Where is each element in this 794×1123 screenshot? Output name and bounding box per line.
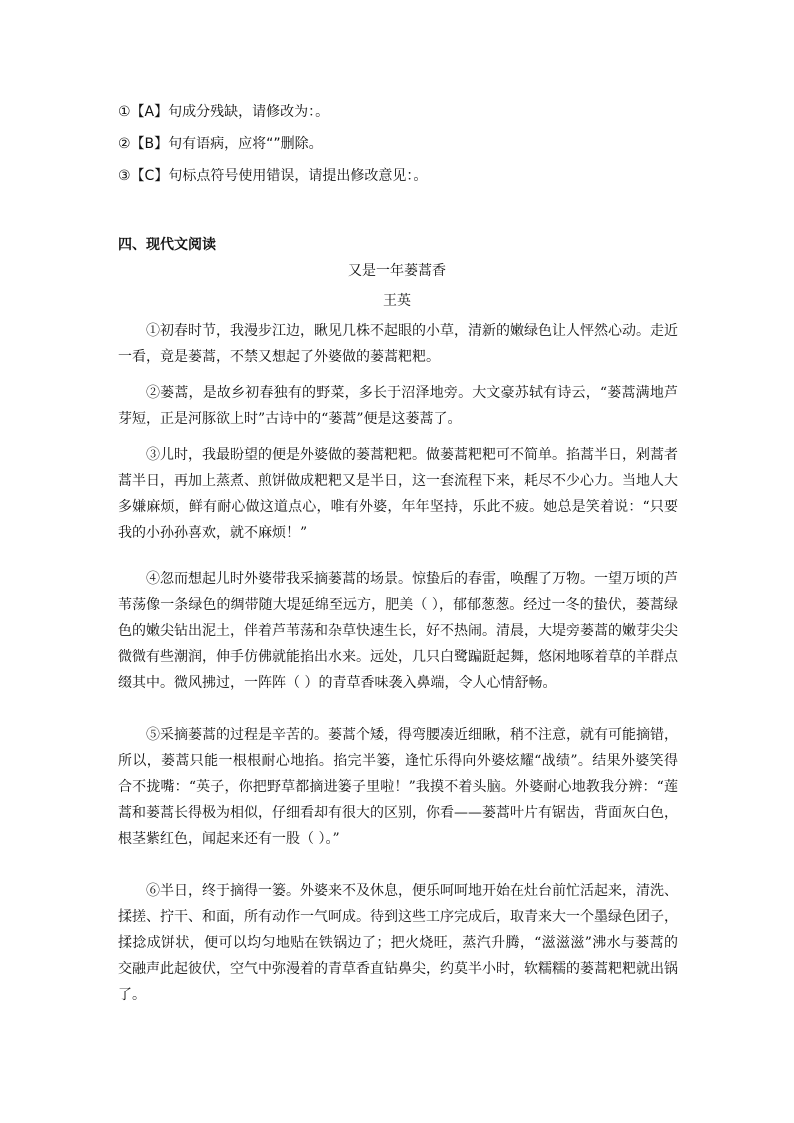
question-line: ②【B】句有语病，应将“”删除。	[118, 136, 323, 152]
article-paragraph: ④忽而想起儿时外婆带我采摘蒌蒿的场景。惊蛰后的春雷，唤醒了万物。一望万顷的芦苇荡像一条绿色的绸带随大堤延绵至远方，肥美（ ），郁郁葱葱。经过一冬的蛰伏，蒌蒿绿色的嫩尖钻出泥土，伴着芦苇荡和杂草快速生长，好不热闹。清晨，大堤旁蒌蒿的嫩芽尖尖微微有些潮润，伸手仿佛就能掐出水来。远处，几只白鹭蹁跹起舞，悠闲地啄着草的羊群点缀其中。微风拂过，一阵阵（ ）的青草香味袭入鼻端，令人心情舒畅。	[118, 571, 678, 691]
section-heading: 四、现代文阅读	[118, 237, 216, 253]
article-paragraph: ⑥半日，终于摘得一篓。外婆来不及休息，便乐呵呵地开始在灶台前忙活起来，清洗、揉搓、拧干、和面，所有动作一气呵成。待到这些工序完成后，取青来大一个墨绿色团子，揉捻成饼状，便可以均匀地贴在铁锅边了；把火烧旺，蒸汽升腾，“滋滋滋”沸水与蒌蒿的交融声此起彼伏，空气中弥漫着的青草香直钻鼻尖，约莫半小时，软糯糯的蒌蒿粑粑就出锅了。	[118, 883, 678, 1003]
question-line: ①【A】句成分残缺，请修改为：。	[118, 104, 330, 120]
question-line: ③【C】句标点符号使用错误，请提出修改意见：。	[118, 168, 428, 184]
article-paragraph: ②蒌蒿，是故乡初春独有的野菜，多长于沼泽地旁。大文豪苏轼有诗云，“蒌蒿满地芦芽短，正是河豚欲上时”古诗中的“蒌蒿”便是这蒌蒿了。	[118, 385, 678, 427]
article-title: 又是一年蒌蒿香	[348, 263, 446, 279]
article-author: 王英	[383, 293, 411, 309]
article-paragraph: ①初春时节，我漫步江边，瞅见几株不起眼的小草，清新的嫩绿色让人怦然心动。走近一看，竟是蒌蒿，不禁又想起了外婆做的蒌蒿粑粑。	[118, 323, 678, 365]
article-paragraph: ⑤采摘蒌蒿的过程是辛苦的。蒌蒿个矮，得弯腰凑近细瞅，稍不注意，就有可能摘错，所以，蒌蒿只能一根根耐心地掐。掐完半篓，逢忙乐得向外婆炫耀“战绩”。结果外婆笑得合不拢嘴：“英子，你把野草都摘进篓子里啦！”我摸不着头脑。外婆耐心地教我分辨：“莲蒿和蒌蒿长得极为相似，仔细看却有很大的区别，你看——蒌蒿叶片有锯齿，背面灰白色，根茎紫红色，闻起来还有一股（ ）。”	[118, 727, 678, 847]
article-paragraph: ③儿时，我最盼望的便是外婆做的蒌蒿粑粑。做蒌蒿粑粑可不简单。掐蒿半日，剁蒿者蒿半日，再加上蒸煮、煎饼做成粑粑又是半日，这一套流程下来，耗尽不少心力。当地人大多嫌麻烦，鲜有耐心做这道点心，唯有外婆，年年坚持，乐此不疲。她总是笑着说：“只要我的小孙孙喜欢，就不麻烦！”	[118, 447, 678, 541]
